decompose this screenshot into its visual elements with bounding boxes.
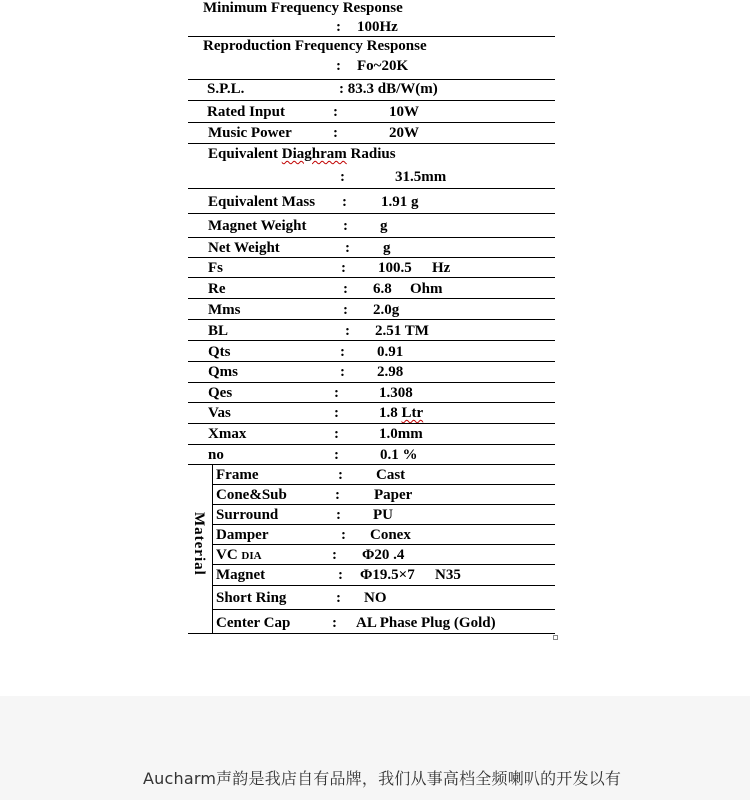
mms-label: Mms xyxy=(208,302,241,318)
row-divider xyxy=(188,257,555,258)
table-resize-handle xyxy=(553,635,558,640)
row-divider xyxy=(188,361,555,362)
table-bottom-border xyxy=(188,633,555,634)
row-divider xyxy=(188,464,555,465)
re-unit: Ohm xyxy=(410,281,443,297)
row-divider xyxy=(188,188,555,189)
no-sep: : xyxy=(334,447,339,463)
xmax-label: Xmax xyxy=(208,426,247,442)
row-divider xyxy=(188,36,555,37)
fs-label: Fs xyxy=(208,260,223,276)
eq-radius-value: 31.5mm xyxy=(395,169,447,185)
vc-label: VC DIA xyxy=(216,547,262,563)
short-ring-value: NO xyxy=(364,590,387,606)
eq-mass-label: Equivalent Mass xyxy=(208,194,316,210)
center-cap-value: AL Phase Plug (Gold) xyxy=(356,615,496,631)
material-label-text: Material xyxy=(191,512,207,576)
qts-sep: : xyxy=(340,344,345,360)
material-group-label xyxy=(188,466,212,634)
net-weight-sep: : xyxy=(345,240,350,256)
row-divider xyxy=(212,585,555,586)
cone-sep: : xyxy=(335,487,340,503)
row-divider xyxy=(188,444,555,445)
magnet-grade: N35 xyxy=(435,567,461,583)
footer-text: Aucharm声韵是我店自有品牌，我们从事高档全频喇叭的开发以有 xyxy=(143,769,622,788)
row-divider xyxy=(188,402,555,403)
qms-value: 2.98 xyxy=(377,364,404,380)
rated-input-value: 10W xyxy=(389,104,419,120)
music-power-sep: : xyxy=(333,125,338,141)
row-divider xyxy=(188,122,555,123)
magnet-label: Magnet xyxy=(216,567,266,583)
mms-sep: : xyxy=(343,302,348,318)
vc-value: Φ20 .4 xyxy=(362,547,405,563)
repro-freq-value: Fo~20K xyxy=(357,58,409,74)
row-divider xyxy=(188,143,555,144)
qms-sep: : xyxy=(340,364,345,380)
surround-sep: : xyxy=(336,507,341,523)
row-divider xyxy=(188,79,555,80)
re-sep: : xyxy=(343,281,348,297)
fs-value: 100.5 xyxy=(378,260,412,276)
row-divider xyxy=(212,484,555,485)
row-divider xyxy=(212,524,555,525)
spl-value: : 83.3 dB/W(m) xyxy=(339,81,438,97)
row-divider xyxy=(188,277,555,278)
frame-value: Cast xyxy=(376,467,406,483)
vas-value: 1.8 Ltr xyxy=(379,405,424,421)
row-divider xyxy=(212,504,555,505)
qes-value: 1.308 xyxy=(379,385,413,401)
cone-label: Cone&Sub xyxy=(216,487,287,503)
fs-unit: Hz xyxy=(432,260,451,276)
rated-input-sep: : xyxy=(333,104,338,120)
short-ring-sep: : xyxy=(336,590,341,606)
center-cap-sep: : xyxy=(332,615,337,631)
row-divider xyxy=(188,298,555,299)
row-divider xyxy=(188,213,555,214)
qms-label: Qms xyxy=(208,364,238,380)
spl-label: S.P.L. xyxy=(207,81,245,97)
qes-label: Qes xyxy=(208,385,233,401)
xmax-value: 1.0mm xyxy=(379,426,423,442)
vas-label: Vas xyxy=(208,405,231,421)
footer-band xyxy=(0,696,750,800)
cone-value: Paper xyxy=(374,487,413,503)
damper-sep: : xyxy=(341,527,346,543)
surround-label: Surround xyxy=(216,507,279,523)
eq-radius-label: Equivalent Diaghram Radius xyxy=(208,146,396,162)
qes-sep: : xyxy=(334,385,339,401)
repro-freq-label: Reproduction Frequency Response xyxy=(203,38,427,54)
bl-value: 2.51 TM xyxy=(375,323,429,339)
magnet-value: Φ19.5×7 xyxy=(360,567,415,583)
bl-sep: : xyxy=(345,323,350,339)
magnet-weight-label: Magnet Weight xyxy=(208,218,307,234)
repro-freq-sep: : xyxy=(336,58,341,74)
min-freq-value: 100Hz xyxy=(357,19,398,35)
qts-value: 0.91 xyxy=(377,344,404,360)
magnet-weight-value: g xyxy=(380,218,388,234)
damper-label: Damper xyxy=(216,527,269,543)
frame-label: Frame xyxy=(216,467,259,483)
vas-sep: : xyxy=(334,405,339,421)
eq-mass-sep: : xyxy=(342,194,347,210)
re-value: 6.8 xyxy=(373,281,392,297)
music-power-value: 20W xyxy=(389,125,419,141)
surround-value: PU xyxy=(373,507,393,523)
row-divider xyxy=(188,340,555,341)
row-divider xyxy=(188,100,555,101)
no-value: 0.1 % xyxy=(380,447,418,463)
magnet-weight-sep: : xyxy=(343,218,348,234)
row-divider xyxy=(212,544,555,545)
vc-subscript: DIA xyxy=(241,550,262,562)
vc-sep: : xyxy=(332,547,337,563)
eq-radius-sep: : xyxy=(340,169,345,185)
row-divider xyxy=(212,609,555,610)
frame-sep: : xyxy=(338,467,343,483)
qts-label: Qts xyxy=(208,344,231,360)
music-power-label: Music Power xyxy=(208,125,292,141)
no-label: no xyxy=(208,447,224,463)
mms-value: 2.0g xyxy=(373,302,400,318)
net-weight-label: Net Weight xyxy=(208,240,280,256)
row-divider xyxy=(188,423,555,424)
xmax-sep: : xyxy=(334,426,339,442)
row-divider xyxy=(188,319,555,320)
re-label: Re xyxy=(208,281,226,297)
net-weight-value: g xyxy=(383,240,391,256)
row-divider xyxy=(212,564,555,565)
min-freq-label: Minimum Frequency Response xyxy=(203,0,403,16)
center-cap-label: Center Cap xyxy=(216,615,291,631)
eq-mass-value: 1.91 g xyxy=(381,194,419,210)
magnet-sep: : xyxy=(338,567,343,583)
row-divider xyxy=(188,382,555,383)
fs-sep: : xyxy=(341,260,346,276)
row-divider xyxy=(188,237,555,238)
damper-value: Conex xyxy=(370,527,411,543)
short-ring-label: Short Ring xyxy=(216,590,287,606)
bl-label: BL xyxy=(208,323,229,339)
min-freq-sep: : xyxy=(336,19,341,35)
rated-input-label: Rated Input xyxy=(207,104,285,120)
